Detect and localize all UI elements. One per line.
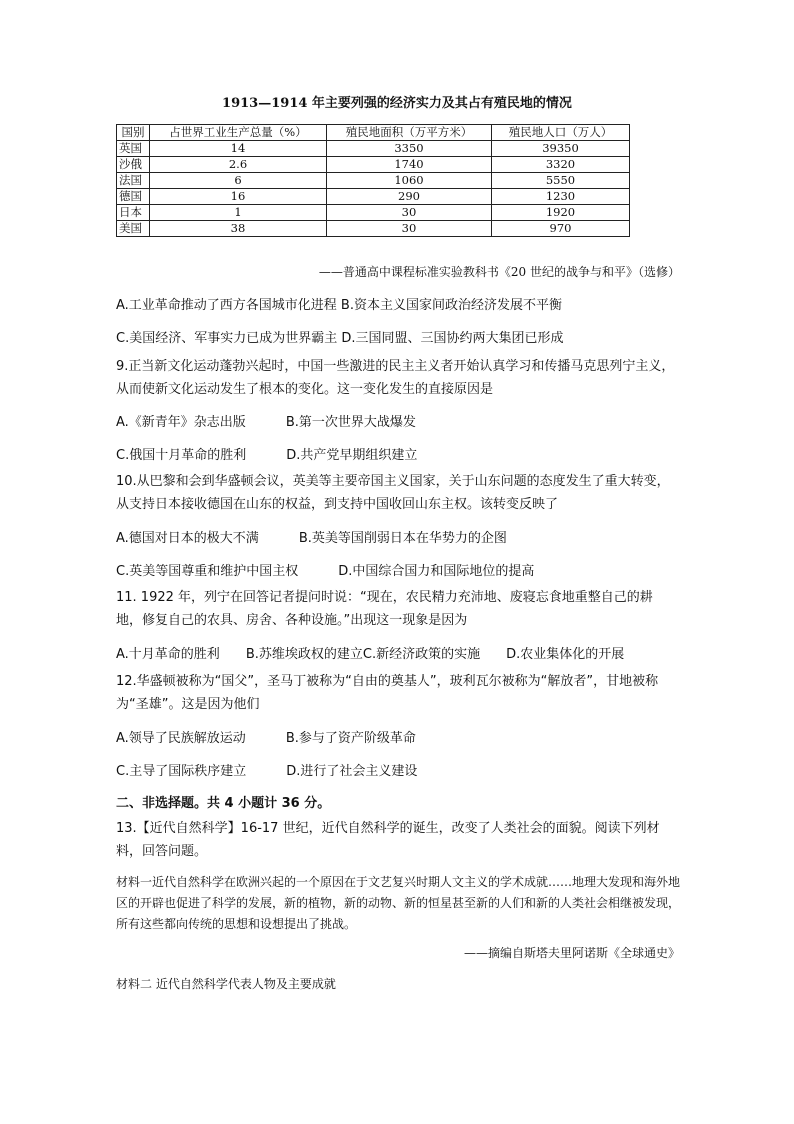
q11-options xyxy=(116,643,624,662)
q12-option-c: C.主导了国际秩序建立 xyxy=(116,764,247,779)
q11-option-d: D.农业集体化的开展 xyxy=(506,647,625,662)
q13-stem: 13.【近代自然科学】16-17 世纪，近代自然科学的诞生，改变了人类社会的面貌。阅读下列材料，回答问题。 xyxy=(116,821,660,859)
q12-option-b: B.参与了资产阶级革命 xyxy=(285,731,416,746)
cell-colony-area: 290 xyxy=(327,189,492,205)
cell-colony-area: 1740 xyxy=(327,157,492,173)
q9-options-ab xyxy=(116,411,416,430)
cell-industry-share: 6 xyxy=(150,173,327,189)
cell-colony-area: 3350 xyxy=(327,141,492,157)
cell-industry-share: 38 xyxy=(150,221,327,237)
q11-stem: 11. 1922 年，列宁在回答记者提问时说：“现在，农民精力充沛地、废寝忘食地重整自己的耕地，修复自己的农具、房舍、各种设施。”出现这一现象是因为 xyxy=(116,590,653,628)
colony-table xyxy=(116,124,630,237)
cell-colony-population: 3320 xyxy=(492,157,630,173)
q9-options-cd xyxy=(116,444,417,463)
q10-option-c: C.英美等国尊重和维护中国主权 xyxy=(116,564,299,579)
cell-colony-area: 1060 xyxy=(327,173,492,189)
q9-option-b: B.第一次世界大战爆发 xyxy=(285,415,416,430)
header-industry-share: 占世界工业生产总量（%） xyxy=(150,125,327,141)
cell-colony-population: 1230 xyxy=(492,189,630,205)
cell-industry-share: 1 xyxy=(150,205,327,221)
q10-option-b: B.英美等国削弱日本在华势力的企图 xyxy=(298,531,507,546)
q11-option-c: C.新经济政策的实施 xyxy=(362,647,481,662)
table-row xyxy=(117,221,630,237)
q10-options-cd xyxy=(116,560,534,579)
cell-colony-population: 970 xyxy=(492,221,630,237)
cell-colony-population: 5550 xyxy=(492,173,630,189)
q10-option-a: A.德国对日本的极大不满 xyxy=(116,531,259,546)
q10-options-ab xyxy=(116,527,507,546)
cell-colony-population: 1920 xyxy=(492,205,630,221)
cell-industry-share: 16 xyxy=(150,189,327,205)
table-row xyxy=(117,157,630,173)
q11-option-b: B.苏维埃政权的建立 xyxy=(245,647,363,662)
q10-stem: 10.从巴黎和会到华盛顿会议，英美等主要帝国主义国家，关于山东问题的态度发生了重大转变，从支持日本接收德国在山东的权益，到支持中国收回山东主权。该转变反映了 xyxy=(116,474,670,512)
cell-industry-share: 2.6 xyxy=(150,157,327,173)
table-source: ——普通高中课程标准实验教科书《20 世纪的战争与和平》（选修） xyxy=(318,265,680,279)
table-title: 1913—1914 年主要列强的经济实力及其占有殖民地的情况 xyxy=(222,96,572,111)
q9-option-c: C.俄国十月革命的胜利 xyxy=(116,448,247,463)
q8-options-ab: A.工业革命推动了西方各国城市化进程 B.资本主义国家间政治经济发展不平衡 xyxy=(116,298,562,313)
cell-industry-share: 14 xyxy=(150,141,327,157)
cell-country: 法国 xyxy=(117,173,150,189)
q11-option-a: A.十月革命的胜利 xyxy=(116,647,220,662)
cell-country: 沙俄 xyxy=(117,157,150,173)
table-row xyxy=(117,173,630,189)
q12-options-ab xyxy=(116,727,416,746)
section-heading: 二、非选择题。共 4 小题计 36 分。 xyxy=(116,796,331,811)
cell-colony-area: 30 xyxy=(327,205,492,221)
q9-option-a: A.《新青年》杂志出版 xyxy=(116,415,246,430)
cell-colony-population: 39350 xyxy=(492,141,630,157)
header-country: 国别 xyxy=(117,125,150,141)
q10-option-d: D.中国综合国力和国际地位的提高 xyxy=(338,564,535,579)
q13-material-1: 材料一近代自然科学在欧洲兴起的一个原因在于文艺复兴时期人文主义的学术成就……地理大发现和海外地区的开辟也促进了科学的发展，新的植物，新的动物、新的恒星甚至新的人们和新的人类社会相继被发现，所有这些都向传统的思想和设想提出了挑战。 xyxy=(116,875,681,931)
q13-material-1-source: ——摘编自斯塔夫里阿诺斯《全球通史》 xyxy=(463,946,680,960)
cell-country: 德国 xyxy=(117,189,150,205)
table-row xyxy=(117,189,630,205)
q9-option-d: D.共产党早期组织建立 xyxy=(286,448,418,463)
q12-stem: 12.华盛顿被称为“国父”，圣马丁被称为“自由的奠基人”，玻利瓦尔被称为“解放者”，甘地被称 为“圣雄”。这是因为他们 xyxy=(116,674,659,712)
q12-options-cd xyxy=(116,760,417,779)
table-row xyxy=(117,205,630,221)
q9-stem: 9.正当新文化运动蓬勃兴起时，中国一些激进的民主主义者开始认真学习和传播马克思列宁主义，从而使新文化运动发生了根本的变化。这一变化发生的直接原因是 xyxy=(116,359,675,397)
table-row xyxy=(117,141,630,157)
q12-option-a: A.领导了民族解放运动 xyxy=(116,731,246,746)
header-colony-population: 殖民地人口（万人） xyxy=(492,125,630,141)
q12-option-d: D.进行了社会主义建设 xyxy=(286,764,418,779)
cell-country: 日本 xyxy=(117,205,150,221)
cell-country: 美国 xyxy=(117,221,150,237)
q8-options-cd: C.美国经济、军事实力已成为世界霸主 D.三国同盟、三国协约两大集团已形成 xyxy=(116,331,564,346)
q13-material-2: 材料二 近代自然科学代表人物及主要成就 xyxy=(116,977,336,991)
cell-country: 英国 xyxy=(117,141,150,157)
cell-colony-area: 30 xyxy=(327,221,492,237)
header-colony-area: 殖民地面积（万平方米） xyxy=(327,125,492,141)
table-header-row xyxy=(117,125,630,141)
